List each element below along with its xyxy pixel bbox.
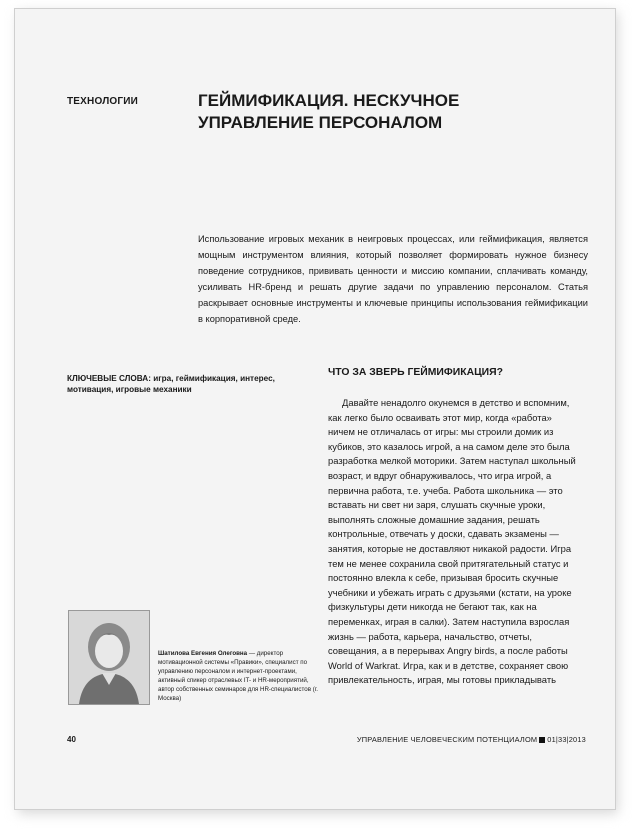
abstract: Использование игровых механик в неигровых процессах, или геймификация, является мощным инструментом влияния, который позволяет формировать нужное бизнесу поведение сотрудников, прививать ценности и миссию компании, сплачивать команду, усиливать HR-бренд и решать другие задачи по управлению персоналом. Статья раскрывает основные инструменты и ключевые принципы использования геймификации в корпоративной среде. [198, 234, 588, 324]
page-number: 40 [67, 735, 76, 744]
square-icon [539, 737, 545, 743]
body-text [328, 396, 576, 688]
section-heading: ЧТО ЗА ЗВЕРЬ ГЕЙМИФИКАЦИЯ? [328, 367, 503, 378]
keywords-text: игра, геймификация, интерес, мотивация, игровые механики [67, 374, 275, 394]
author-bio: — директор мотивационной системы «Правики», специалист по управлению персоналом и интернет-проектами, активный спикер отраслевых IT- и HR-мероприятий, автор собственных семинаров для HR-специалистов (г. Москва) [158, 650, 318, 702]
footer-issue: 01|33|2013 [547, 735, 586, 744]
author-info [158, 649, 318, 703]
author-name: Шатилова Евгения Олеговна [158, 650, 248, 657]
body-paragraph: Давайте ненадолго окунемся в детство и вспомним, как легко было осваивать этот мир, когда «работа» ничем не отличалась от игры: мы строили домик из кубиков, это казалось игрой, а на самом деле это была разработка мелкой моторики. Затем наступал школьный возраст, и вдруг обнаруживалось, что игра игрой, а первична работа, т.е. учеба. Работа школьника — это вставать ни свет ни заря, слушать скучные уроки, выполнять сложные домашние задания, решать контрольные, отвечать у доски, сдавать экзамены — занятия, которые не доставляют никакой радости. Игра тем не менее сохранила свой притягательный статус и постоянно влекла к себе, призывая бросить скучные учебники и убежать играть с друзьями (кстати, на уроке физкультуры дети никогда не бегают так, как на переменках, играя в салки). Затем наступила взрослая жизнь — работа, карьера, начальство, отчеты, совещания, а в перерывах Angry birds, а после работы World of Warkrat. Игра, как и в детстве, сохраняет свою привлекательность, играя, мы готовы прикладывать [328, 397, 576, 686]
keywords-label: КЛЮЧЕВЫЕ СЛОВА: [67, 374, 151, 383]
footer-journal: УПРАВЛЕНИЕ ЧЕЛОВЕЧЕСКИМ ПОТЕНЦИАЛОМ [356, 735, 538, 744]
article-title: ГЕЙМИФИКАЦИЯ. НЕСКУЧНОЕ УПРАВЛЕНИЕ ПЕРСОНАЛОМ [198, 91, 460, 132]
author-portrait-icon [69, 611, 149, 704]
keywords [67, 373, 317, 395]
author-photo [68, 610, 150, 705]
footer [357, 735, 586, 744]
section-label: ТЕХНОЛОГИИ [67, 96, 139, 107]
